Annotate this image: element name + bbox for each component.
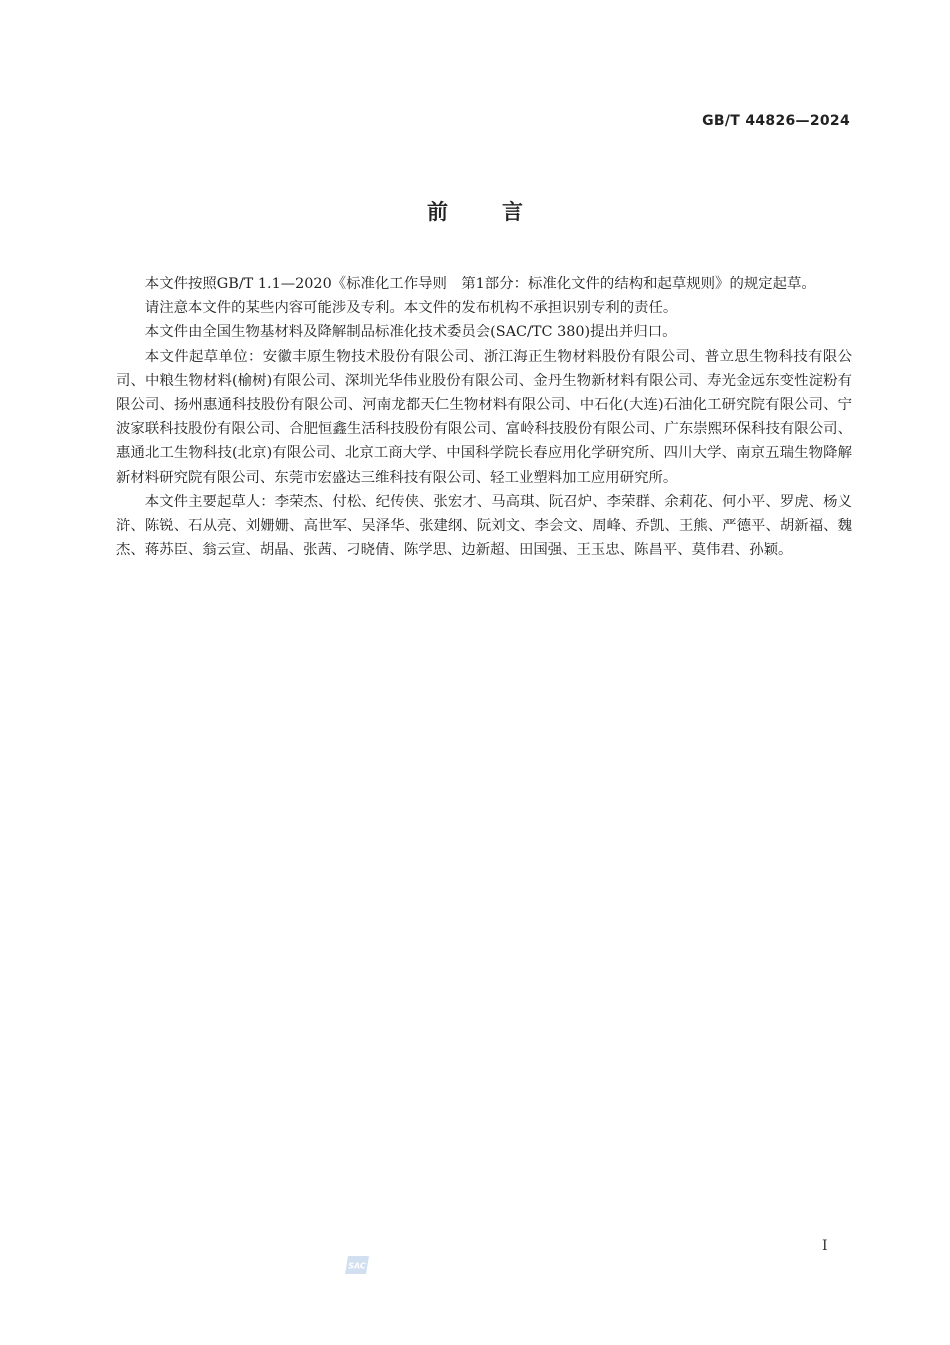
paragraph-drafters: 本文件主要起草人：李荣杰、付松、纪传侠、张宏才、马高琪、阮召炉、李荣群、余莉花、何小平、罗虎、杨义浒、陈锐、石从亮、刘姗姗、高世军、吴泽华、张建纲、阮刘文、李会文、周峰、乔凯、王熊、严德平、胡新福、魏杰、蒋苏臣、翁云宣、胡晶、张茜、刁晓倩、陈学思、边新超、田国强、王玉忠、陈昌平、莫伟君、孙颖。	[116, 493, 852, 559]
page-title: 前言	[427, 200, 577, 224]
foreword-body	[116, 272, 852, 562]
paragraph-drafting-units: 本文件起草单位：安徽丰原生物技术股份有限公司、浙江海正生物材料股份有限公司、普立思生物科技有限公司、中粮生物材料(榆树)有限公司、深圳光华伟业股份有限公司、金丹生物新材料有限公司、寿光金远东变性淀粉有限公司、扬州惠通科技股份有限公司、河南龙都天仁生物材料有限公司、中石化(大连)石油化工研究院有限公司、宁波家联科技股份有限公司、合肥恒鑫生活科技股份有限公司、富岭科技股份有限公司、广东崇熙环保科技有限公司、惠通北工生物科技(北京)有限公司、北京工商大学、中国科学院长春应用化学研究所、四川大学、南京五瑞生物降解新材料研究院有限公司、东莞市宏盛达三维科技有限公司、轻工业塑料加工应用研究所。	[116, 348, 852, 486]
sac-logo-text: SAC	[348, 1261, 366, 1271]
standard-number: GB/T 44826—2024	[702, 113, 850, 129]
paragraph-committee: 本文件由全国生物基材料及降解制品标准化技术委员会(SAC/TC 380)提出并归口。	[144, 324, 677, 341]
paragraph-patent-notice: 请注意本文件的某些内容可能涉及专利。本文件的发布机构不承担识别专利的责任。	[144, 300, 678, 317]
paragraph-drafting-rules: 本文件按照GB/T 1.1—2020《标准化工作导则 第1部分：标准化文件的结构和起草规则》的规定起草。	[144, 276, 816, 292]
sac-logo-icon	[344, 1255, 370, 1275]
page-number: I	[822, 1238, 828, 1254]
